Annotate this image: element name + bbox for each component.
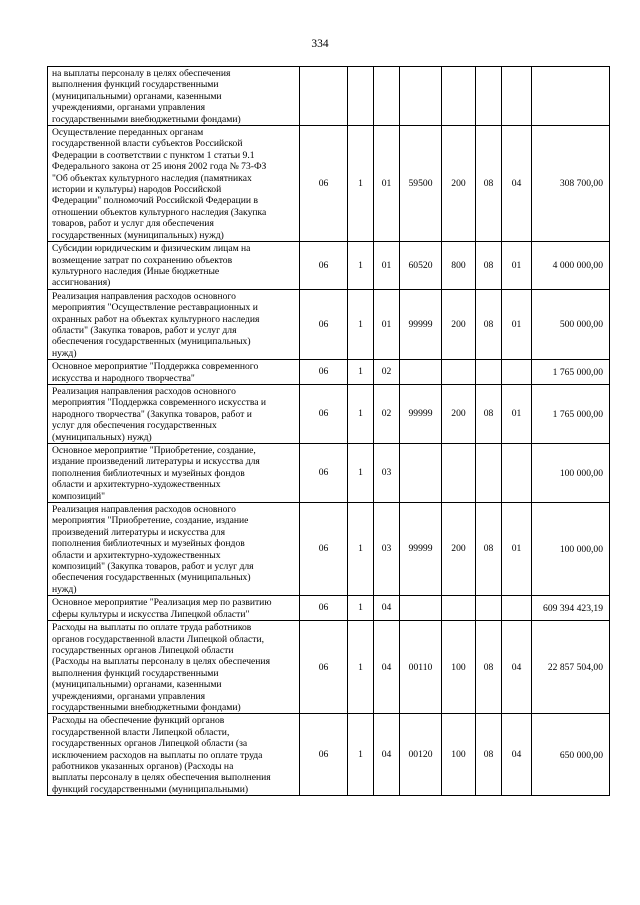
subsection-code-cell: 04: [502, 621, 532, 714]
subprogram-code-cell: 1: [348, 714, 374, 796]
main-event-code-cell: 02: [374, 384, 400, 443]
expense-type-code-cell: [442, 596, 476, 621]
row-name-cell: на выплаты персоналу в целях обеспечения выполнения функций государственными (муниципальными) органами, казенными учреждениями, органами управления государственными внебюджетными фондами): [48, 67, 300, 126]
program-code-cell: 06: [300, 444, 348, 503]
row-name-cell: Реализация направления расходов основного мероприятия "Осуществление реставрационных и охранных работ на объектах культурного наследия области" (Закупка товаров, работ и услуг для обеспечения государственных (муниципальных) нужд): [48, 289, 300, 359]
main-event-code-cell: 04: [374, 714, 400, 796]
main-event-code-cell: [374, 67, 400, 126]
expense-type-code-cell: 200: [442, 289, 476, 359]
section-code-cell: 08: [476, 289, 502, 359]
main-event-code-cell: 04: [374, 596, 400, 621]
subsection-code-cell: 01: [502, 242, 532, 290]
section-code-cell: [476, 596, 502, 621]
program-code-cell: 06: [300, 126, 348, 242]
expense-direction-code-cell: [400, 67, 442, 126]
section-code-cell: 08: [476, 621, 502, 714]
subprogram-code-cell: 1: [348, 503, 374, 596]
expense-type-code-cell: [442, 444, 476, 503]
subprogram-code-cell: 1: [348, 384, 374, 443]
expense-direction-code-cell: [400, 444, 442, 503]
row-name-cell: Расходы на выплаты по оплате труда работников органов государственной власти Липецкой области, государственных органов Липецкой области (Расходы на выплаты персоналу в целях обеспечения выполнения функций государственными (муниципальными) органами, казенными учреждениями, органами управления государственными внебюджетными фондами): [48, 621, 300, 714]
subprogram-code-cell: 1: [348, 596, 374, 621]
row-name-cell: Основное мероприятие "Приобретение, создание, издание произведений литературы и искусства для пополнения библиотечных и музейных фондов области и архитектурно-художественных композиций": [48, 444, 300, 503]
subsection-code-cell: [502, 444, 532, 503]
budget-table: [47, 66, 610, 796]
expense-direction-code-cell: 00110: [400, 621, 442, 714]
subprogram-code-cell: [348, 67, 374, 126]
expense-type-code-cell: 200: [442, 503, 476, 596]
program-code-cell: 06: [300, 360, 348, 385]
amount-cell: 609 394 423,19: [532, 596, 610, 621]
table-row: [48, 444, 610, 503]
row-name-cell: Основное мероприятие "Реализация мер по развитию сферы культуры и искусства Липецкой области": [48, 596, 300, 621]
amount-cell: 22 857 504,00: [532, 621, 610, 714]
main-event-code-cell: 03: [374, 444, 400, 503]
expense-type-code-cell: 800: [442, 242, 476, 290]
program-code-cell: [300, 67, 348, 126]
table-row: [48, 714, 610, 796]
subsection-code-cell: 04: [502, 714, 532, 796]
subsection-code-cell: 04: [502, 126, 532, 242]
expense-direction-code-cell: 60520: [400, 242, 442, 290]
table-row: [48, 596, 610, 621]
section-code-cell: 08: [476, 242, 502, 290]
amount-cell: 1 765 000,00: [532, 384, 610, 443]
row-name-cell: Реализация направления расходов основного мероприятия "Приобретение, создание, издание произведений литературы и искусства для пополнения библиотечных и музейных фондов области и архитектурно-художественных композиций" (Закупка товаров, работ и услуг для обеспечения государственных (муниципальных) нужд): [48, 503, 300, 596]
section-code-cell: [476, 67, 502, 126]
subprogram-code-cell: 1: [348, 289, 374, 359]
section-code-cell: [476, 444, 502, 503]
section-code-cell: 08: [476, 126, 502, 242]
subprogram-code-cell: 1: [348, 360, 374, 385]
program-code-cell: 06: [300, 596, 348, 621]
main-event-code-cell: 01: [374, 289, 400, 359]
subprogram-code-cell: 1: [348, 126, 374, 242]
amount-cell: [532, 67, 610, 126]
main-event-code-cell: 04: [374, 621, 400, 714]
expense-direction-code-cell: 00120: [400, 714, 442, 796]
subprogram-code-cell: 1: [348, 242, 374, 290]
expense-direction-code-cell: 99999: [400, 503, 442, 596]
subsection-code-cell: 01: [502, 289, 532, 359]
subsection-code-cell: [502, 596, 532, 621]
subprogram-code-cell: 1: [348, 621, 374, 714]
expense-direction-code-cell: [400, 596, 442, 621]
table-row: [48, 503, 610, 596]
expense-direction-code-cell: 99999: [400, 289, 442, 359]
table-row: [48, 384, 610, 443]
expense-type-code-cell: 200: [442, 384, 476, 443]
main-event-code-cell: 01: [374, 126, 400, 242]
subsection-code-cell: [502, 360, 532, 385]
main-event-code-cell: 03: [374, 503, 400, 596]
program-code-cell: 06: [300, 289, 348, 359]
expense-type-code-cell: 100: [442, 714, 476, 796]
program-code-cell: 06: [300, 242, 348, 290]
table-row: [48, 242, 610, 290]
subsection-code-cell: [502, 67, 532, 126]
amount-cell: 100 000,00: [532, 444, 610, 503]
row-name-cell: Реализация направления расходов основного мероприятия "Поддержка современного искусства и народного творчества" (Закупка товаров, работ и услуг для обеспечения государственных (муниципальных) нужд): [48, 384, 300, 443]
section-code-cell: 08: [476, 503, 502, 596]
expense-direction-code-cell: 59500: [400, 126, 442, 242]
amount-cell: 1 765 000,00: [532, 360, 610, 385]
page-number: 334: [311, 38, 329, 50]
main-event-code-cell: 02: [374, 360, 400, 385]
program-code-cell: 06: [300, 503, 348, 596]
expense-direction-code-cell: 99999: [400, 384, 442, 443]
subprogram-code-cell: 1: [348, 444, 374, 503]
program-code-cell: 06: [300, 621, 348, 714]
row-name-cell: Субсидии юридическим и физическим лицам на возмещение затрат по сохранению объектов культурного наследия (Иные бюджетные ассигнования): [48, 242, 300, 290]
subsection-code-cell: 01: [502, 503, 532, 596]
expense-type-code-cell: [442, 360, 476, 385]
row-name-cell: Осуществление переданных органам государственной власти субъектов Российской Федерации в соответствии с пунктом 1 статьи 9.1 Федерального закона от 25 июня 2002 года № 73-ФЗ "Об объектах культурного наследия (памятниках истории и культуры) народов Российской Федерации" полномочий Российской Федерации в отношении объектов культурного наследия (Закупка товаров, работ и услуг для обеспечения государственных (муниципальных) нужд): [48, 126, 300, 242]
amount-cell: 500 000,00: [532, 289, 610, 359]
amount-cell: 4 000 000,00: [532, 242, 610, 290]
section-code-cell: 08: [476, 384, 502, 443]
table-row: [48, 126, 610, 242]
table-row: [48, 621, 610, 714]
table-row: [48, 289, 610, 359]
program-code-cell: 06: [300, 384, 348, 443]
table-row: [48, 67, 610, 126]
amount-cell: 650 000,00: [532, 714, 610, 796]
program-code-cell: 06: [300, 714, 348, 796]
table-body: [48, 67, 610, 796]
table-row: [48, 360, 610, 385]
amount-cell: 100 000,00: [532, 503, 610, 596]
section-code-cell: [476, 360, 502, 385]
row-name-cell: Основное мероприятие "Поддержка современного искусства и народного творчества": [48, 360, 300, 385]
row-name-cell: Расходы на обеспечение функций органов государственной власти Липецкой области, государственных органов Липецкой области (за исключением расходов на выплаты по оплате труда работников указанных органов) (Расходы на выплаты персоналу в целях обеспечения выполнения функций государственными (муниципальными): [48, 714, 300, 796]
expense-type-code-cell: [442, 67, 476, 126]
amount-cell: 308 700,00: [532, 126, 610, 242]
expense-type-code-cell: 200: [442, 126, 476, 242]
subsection-code-cell: 01: [502, 384, 532, 443]
section-code-cell: 08: [476, 714, 502, 796]
main-event-code-cell: 01: [374, 242, 400, 290]
expense-direction-code-cell: [400, 360, 442, 385]
expense-type-code-cell: 100: [442, 621, 476, 714]
